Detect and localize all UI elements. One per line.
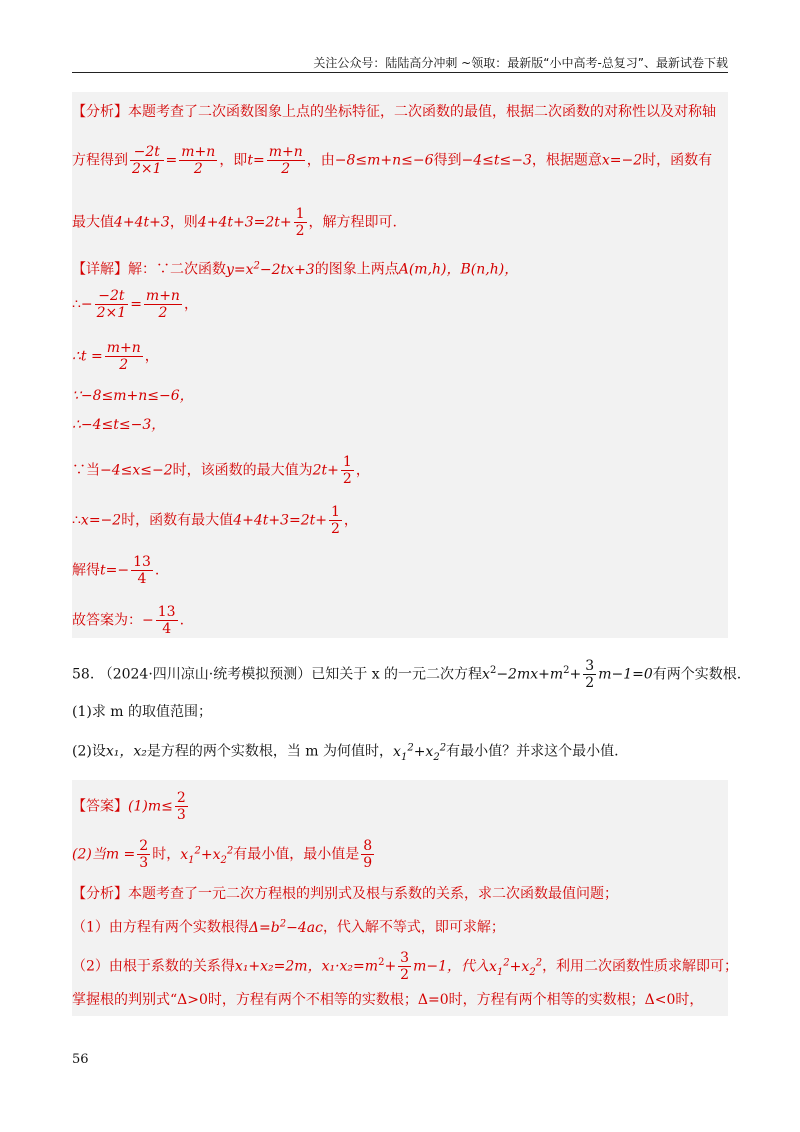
question-58-part-2: (2)设x₁，x₂是方程的两个实数根，当 m 为何值时，$x_1^2+x_2^2$有最小值？并求这个最小值. xyxy=(72,742,619,763)
answer-line-1: 【答案】(1)m≤ $\frac{2}{3}$ xyxy=(72,790,186,824)
fraction: $\frac{3}{2}$ xyxy=(400,950,410,984)
analysis-line-2: 方程得到 $\frac{-2t}{2\times 1}$ = $\frac{m+n}{2}$ ，即t= $\frac{m+n}{2}$ ，由−8≤m+n≤−6得到−4≤t≤−3，根据题意x=−2时，函数有 xyxy=(72,144,713,178)
analysis-2-line-1: 【分析】本题考查了一元二次方程根的判别式及根与系数的关系，求二次函数最值问题； xyxy=(72,886,618,902)
analysis-2-line-2: （1）由方程有两个实数根得$\Delta=b^2-4ac$，代入解不等式，即可求解； xyxy=(72,918,505,936)
analysis-2-line-3: （2）由根于系数的关系得x₁+x₂=2m，$x_1\cdot x_2=m^2+$ $\frac{3}{2}$ m−1，代入$x_1^2+x_2^2$，利用二次函数性质求解即可； xyxy=(72,950,739,984)
fraction: $\frac{13}{4}$ xyxy=(133,554,151,588)
detail-step-7: 解得t=− $\frac{13}{4}$ . xyxy=(72,554,160,588)
solution-box-2 xyxy=(72,780,739,1016)
fraction: $\frac{3}{2}$ xyxy=(585,658,595,692)
fraction: $\frac{m+n}{2}$ xyxy=(106,340,141,374)
analysis-line-1: 【分析】本题考查了二次函数图象上点的坐标特征，二次函数的最值，根据二次函数的对称性以及对称轴 xyxy=(72,104,716,120)
detail-step-2: ∴t = $\frac{m+n}{2}$ ， xyxy=(72,340,159,374)
fraction: $\frac{2}{3}$ xyxy=(139,838,149,872)
question-58-line-1: 58. （2024·四川凉山·统考模拟预测）已知关于 x 的一元二次方程$x^2-2mx+m^2+$ $\frac{3}{2}$ m−1=0有两个实数根. xyxy=(72,658,742,692)
fraction: $\frac{m+n}{2}$ xyxy=(181,144,216,178)
fraction: $\frac{1}{2}$ xyxy=(295,206,305,240)
page-header xyxy=(72,54,728,71)
fraction: $\frac{8}{9}$ xyxy=(363,838,373,872)
fraction: $\frac{-2t}{2\times 1}$ xyxy=(132,144,162,178)
detail-step-5: ∵当−4≤x≤−2时，该函数的最大值为2t+ $\frac{1}{2}$ ， xyxy=(72,454,370,488)
detail-step-1: ∴− $\frac{-2t}{2\times 1}$ = $\frac{m+n}{2}$ ， xyxy=(72,288,198,322)
fraction: $\frac{-2t}{2\times 1}$ xyxy=(96,288,127,322)
analysis-line-3: 最大值4+4t+3，则4+4t+3=2t+ $\frac{1}{2}$ ，解方程即可. xyxy=(72,206,397,240)
fraction: $\frac{2}{3}$ xyxy=(176,790,186,824)
detail-line-1: 【详解】解：∵二次函数$y=x^2-2tx+3$的图象上两点A(m,h)，B(n,h)， xyxy=(72,260,519,278)
detail-answer: 故答案为：− $\frac{13}{4}$ . xyxy=(72,604,185,638)
fraction: $\frac{m+n}{2}$ xyxy=(268,144,303,178)
fraction: $\frac{13}{4}$ xyxy=(157,604,176,638)
solution-box-1 xyxy=(72,92,728,638)
page-number: 56 xyxy=(72,1052,89,1067)
detail-step-3: ∵−8≤m+n≤−6， xyxy=(72,388,194,404)
question-58-part-1: (1)求 m 的取值范围； xyxy=(72,704,213,720)
detail-step-4: ∴−4≤t≤−3， xyxy=(72,417,166,433)
answer-line-2: (2)当m = $\frac{2}{3}$ 时，$x_1^2+x_2^2$有最小值，最小值是 $\frac{8}{9}$ xyxy=(72,838,373,872)
header-text: 关注公众号：陆陆高分冲刺 ~领取：最新版“小中高考-总复习”、最新试卷下载 xyxy=(313,56,728,70)
fraction: $\frac{1}{2}$ xyxy=(331,504,340,538)
fraction: $\frac{m+n}{2}$ xyxy=(145,288,180,322)
analysis-2-line-4: 掌握根的判别式“Δ>0时，方程有两个不相等的实数根；Δ=0时，方程有两个相等的实数根；Δ<0时， xyxy=(72,992,704,1008)
header-rule xyxy=(72,72,728,73)
detail-step-6: ∴x=−2时，函数有最大值4+4t+3=2t+ $\frac{1}{2}$ ， xyxy=(72,504,358,538)
fraction: $\frac{1}{2}$ xyxy=(342,454,352,488)
